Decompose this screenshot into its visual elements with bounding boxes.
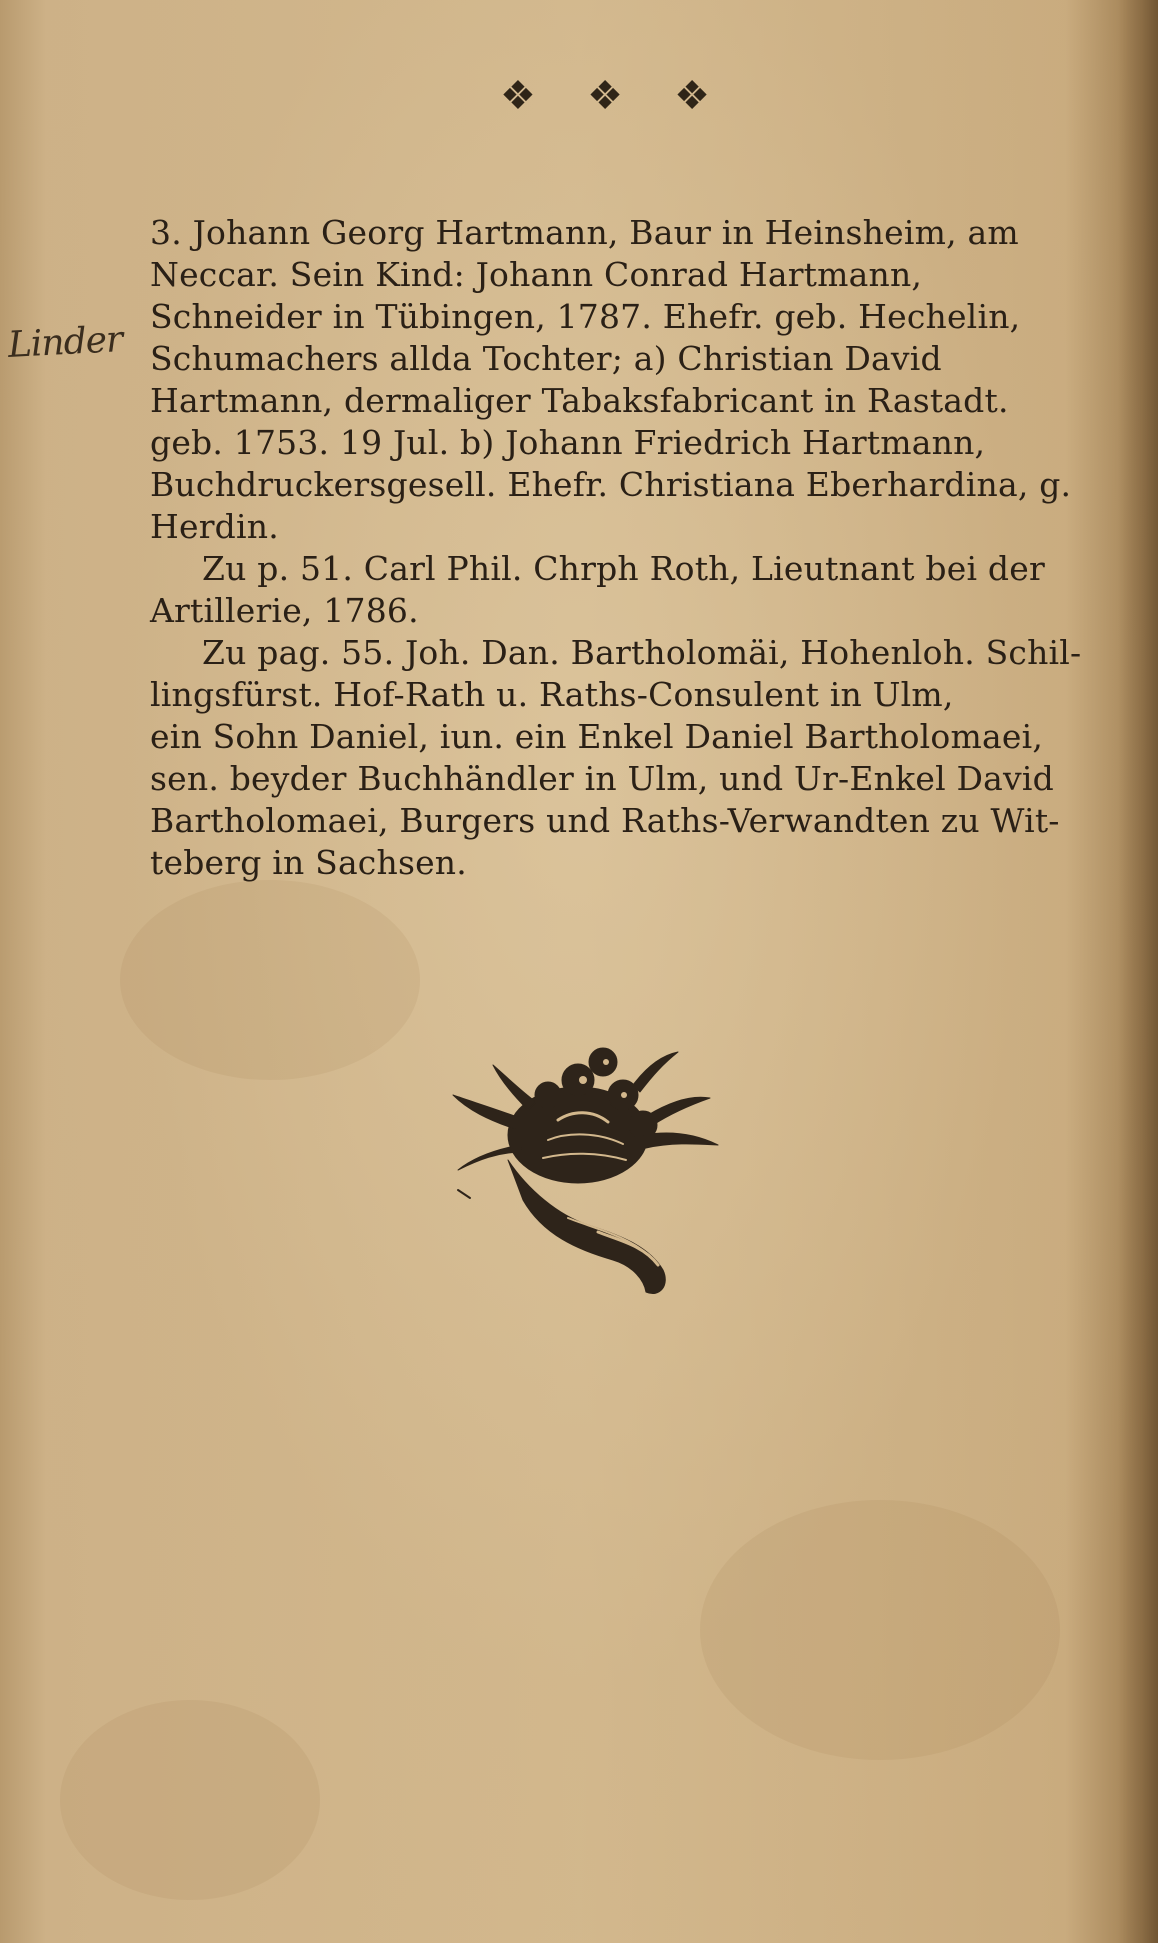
paper-stain	[120, 880, 420, 1080]
entry-hartmann	[150, 212, 1082, 548]
text-line: Zu pag. 55. Joh. Dan. Bartholomäi, Hohenloh. Schil-	[202, 633, 1082, 672]
text-line: Herdin.	[150, 507, 279, 546]
text-line: teberg in Sachsen.	[150, 843, 467, 882]
text-line: geb. 1753. 19 Jul. b) Johann Friedrich Hartmann,	[150, 423, 986, 462]
text-line: Artillerie, 1786.	[150, 591, 419, 630]
handwritten-margin-note: Linder	[7, 319, 124, 366]
ornament-glyph: ❖	[587, 73, 623, 119]
text-line: ein Sohn Daniel, iun. ein Enkel Daniel Bartholomaei,	[150, 717, 1044, 756]
floral-vignette-icon	[448, 1040, 724, 1310]
text-line: Schumachers allda Tochter; a) Christian David	[150, 339, 942, 378]
text-line: Bartholomaei, Burgers und Raths-Verwandten zu Wit-	[150, 801, 1060, 840]
page-edge-shadow	[1118, 0, 1158, 1943]
text-line: sen. beyder Buchhändler in Ulm, und Ur-Enkel David	[150, 759, 1054, 798]
text-line: 3. Johann Georg Hartmann, Baur in Heinsheim, am	[150, 213, 1019, 252]
ornament-glyph: ❖	[674, 73, 710, 119]
text-line: Hartmann, dermaliger Tabaksfabricant in Rastadt.	[150, 381, 1009, 420]
entry-bartholomaei	[150, 632, 1082, 884]
ornament-glyph: ❖	[500, 73, 536, 119]
text-line: Schneider in Tübingen, 1787. Ehefr. geb. Hechelin,	[150, 297, 1021, 336]
text-line: Zu p. 51. Carl Phil. Chrph Roth, Lieutnant bei der	[202, 549, 1045, 588]
paper-stain	[700, 1500, 1060, 1760]
paper-stain	[60, 1700, 320, 1900]
text-line: Neccar. Sein Kind: Johann Conrad Hartmann,	[150, 255, 923, 294]
text-line: lingsfürst. Hof-Rath u. Raths-Consulent in Ulm,	[150, 675, 954, 714]
body-text	[150, 212, 1082, 884]
header-ornament	[500, 72, 710, 120]
text-line: Buchdruckersgesell. Ehefr. Christiana Eberhardina, g.	[150, 465, 1072, 504]
entry-roth	[150, 548, 1082, 632]
